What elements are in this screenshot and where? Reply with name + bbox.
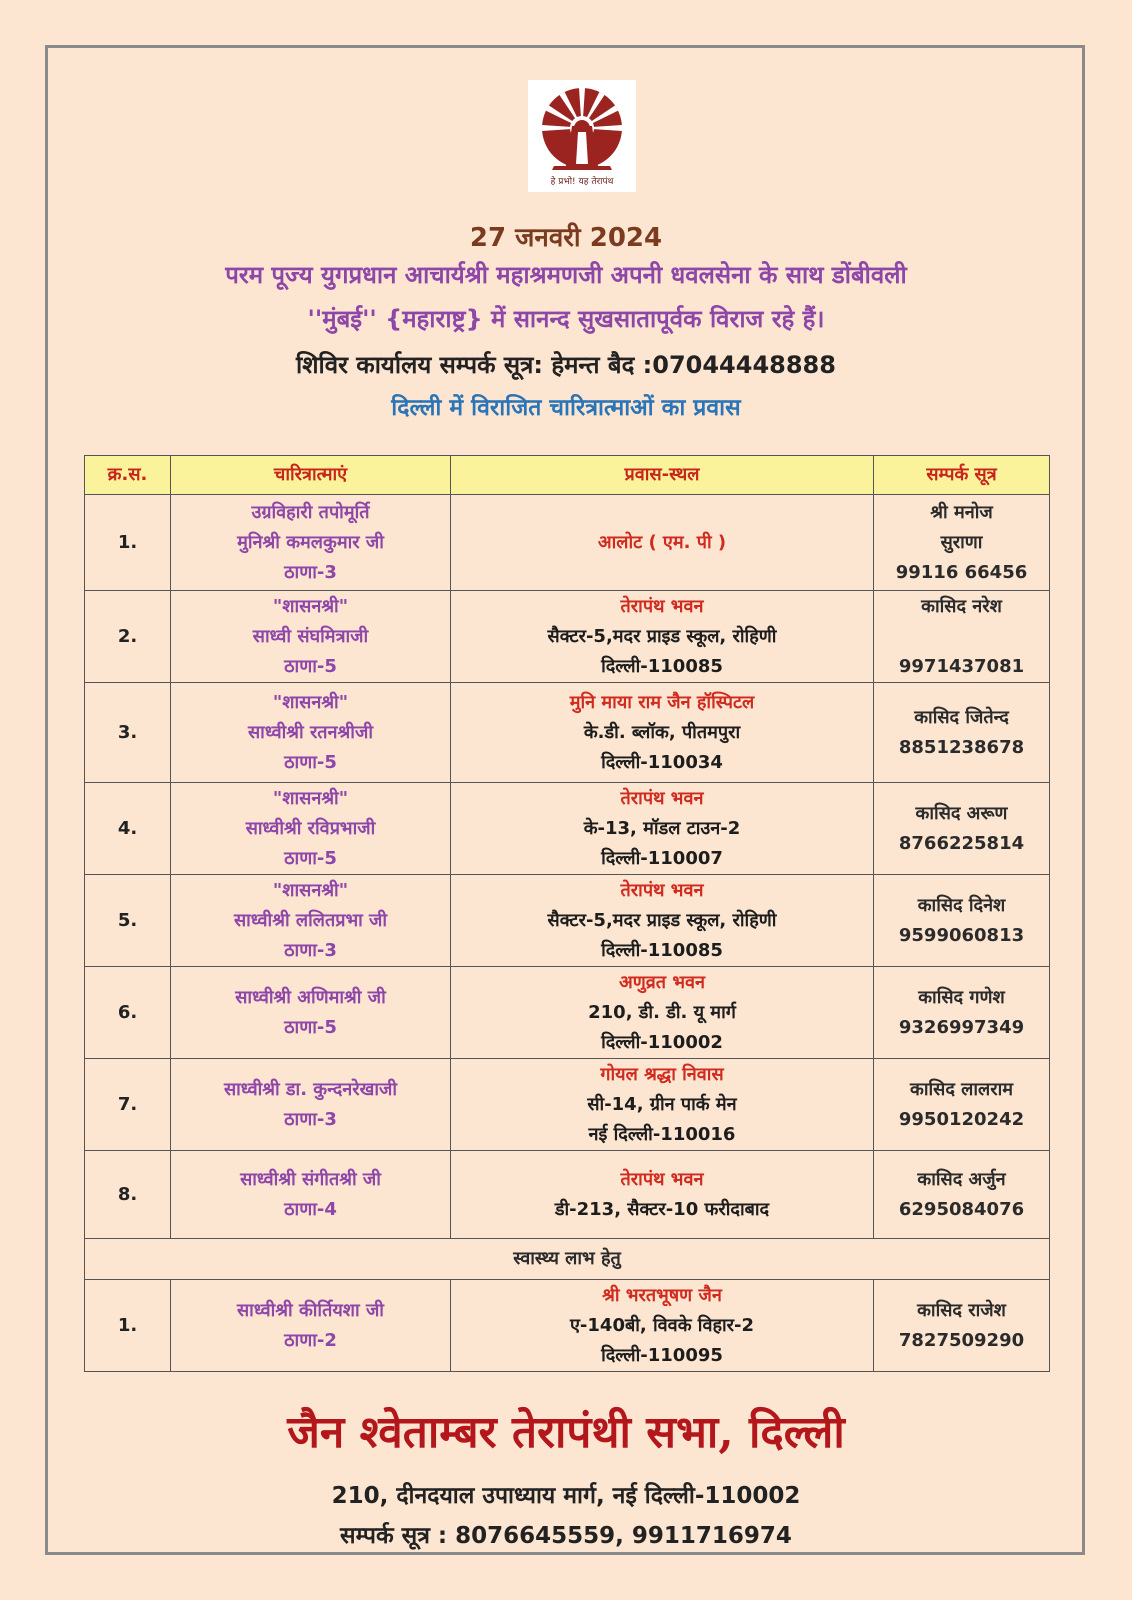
header-serial: क्र.स.	[85, 456, 171, 495]
contact-cell	[874, 495, 1050, 591]
section-label: स्वास्थ्य लाभ हेतु	[85, 1239, 1050, 1280]
organization-phones: सम्पर्क सूत्र : 8076645559, 9911716974	[340, 1523, 792, 1549]
location-cell	[451, 495, 874, 591]
saint-line: "शासनश्री"	[272, 595, 349, 617]
serial-cell: 6.	[85, 967, 171, 1059]
location-cell	[451, 783, 874, 875]
saints-cell	[171, 967, 451, 1059]
location-line: ए-140बी, विवके विहार-2	[569, 1314, 755, 1336]
location-line: डी-213, सैक्टर-10 फरीदाबाद	[554, 1198, 770, 1220]
date-heading: 27 जनवरी 2024	[469, 223, 663, 253]
saint-line: ठाणा-5	[284, 1016, 337, 1038]
contact-line: 9950120242	[898, 1108, 1025, 1130]
contact-line: कासिद अर्जुन	[917, 1168, 1006, 1190]
table-row	[85, 1280, 1050, 1372]
contact-line: कासिद गणेश	[918, 986, 1005, 1008]
table-row	[85, 875, 1050, 967]
saint-line: साध्वीश्री अणिमाश्री जी	[235, 986, 386, 1008]
serial-cell: 5.	[85, 875, 171, 967]
table-row	[85, 1059, 1050, 1151]
contact-line: 8851238678	[898, 736, 1025, 758]
saints-cell	[171, 1059, 451, 1151]
table-row	[85, 967, 1050, 1059]
location-cell	[451, 967, 874, 1059]
location-title: गोयल श्रद्धा निवास	[600, 1063, 724, 1085]
contact-line: कासिद दिनेश	[917, 894, 1006, 916]
saint-line: ठाणा-3	[284, 939, 337, 961]
saint-line: मुनिश्री कमलकुमार जी	[237, 531, 384, 553]
location-line: के.डी. ब्लॉक, पीतमपुरा	[583, 721, 741, 743]
saints-cell	[171, 1280, 451, 1372]
contact-cell	[874, 967, 1050, 1059]
saint-line: साध्वीश्री ललितप्रभा जी	[233, 909, 388, 931]
contact-line: 8766225814	[898, 832, 1025, 854]
location-title: अणुव्रत भवन	[619, 971, 705, 993]
location-line: दिल्ली-110085	[601, 655, 723, 677]
location-cell	[451, 875, 874, 967]
saints-cell	[171, 1151, 451, 1239]
contact-cell	[874, 683, 1050, 783]
contact-cell	[874, 875, 1050, 967]
camp-office-contact: शिविर कार्यालय सम्पर्क सूत्र: हेमन्त बैद :07044448888	[296, 351, 836, 379]
saints-cell	[171, 783, 451, 875]
saint-line: साध्वीश्री डा. कुन्दनरेखाजी	[223, 1078, 398, 1100]
contact-line: 9599060813	[898, 924, 1025, 946]
saint-line: ठाणा-3	[284, 1108, 337, 1130]
saint-line: "शासनश्री"	[272, 787, 349, 809]
location-line: दिल्ली-110095	[601, 1344, 723, 1366]
location-line: के-13, मॉडल टाउन-2	[583, 817, 741, 839]
saint-line: साध्वीश्री संगीतश्री जी	[240, 1168, 381, 1190]
table-row	[85, 495, 1050, 591]
table-row	[85, 783, 1050, 875]
table-row	[85, 591, 1050, 683]
location-title: तेरापंथ भवन	[620, 595, 704, 617]
location-line: नई दिल्ली-110016	[588, 1123, 736, 1145]
location-line: दिल्ली-110002	[601, 1031, 723, 1053]
contact-cell	[874, 591, 1050, 683]
contact-cell	[874, 1280, 1050, 1372]
serial-cell: 8.	[85, 1151, 171, 1239]
location-line: सी-14, ग्रीन पार्क मेन	[587, 1093, 737, 1115]
contact-line	[874, 622, 1049, 652]
section-row	[85, 1239, 1050, 1280]
saint-line: साध्वीश्री रविप्रभाजी	[245, 817, 376, 839]
contact-line: 6295084076	[898, 1198, 1025, 1220]
location-title: तेरापंथ भवन	[620, 1168, 704, 1190]
saint-line: ठाणा-4	[284, 1198, 337, 1220]
location-line: 210, डी. डी. यू मार्ग	[588, 1001, 736, 1023]
location-title: मुनि माया राम जैन हॉस्पिटल	[569, 691, 755, 713]
location-line: सैक्टर-5,मदर प्राइड स्कूल, रोहिणी	[547, 909, 777, 931]
location-line: सैक्टर-5,मदर प्राइड स्कूल, रोहिणी	[547, 625, 777, 647]
contact-line: सुराणा	[940, 531, 983, 553]
table-header-row	[85, 456, 1050, 495]
location-cell	[451, 1280, 874, 1372]
saints-cell	[171, 495, 451, 591]
serial-cell: 4.	[85, 783, 171, 875]
contact-line: कासिद लालराम	[910, 1078, 1013, 1100]
table-row	[85, 1151, 1050, 1239]
saints-cell	[171, 683, 451, 783]
serial-cell: 2.	[85, 591, 171, 683]
table-body	[85, 495, 1050, 1372]
location-line: दिल्ली-110085	[601, 939, 723, 961]
contact-line: कासिद अरूण	[915, 802, 1008, 824]
serial-cell: 3.	[85, 683, 171, 783]
organization-name: जैन श्वेताम्बर तेरापंथी सभा, दिल्ली	[287, 1407, 845, 1458]
contact-cell	[874, 1059, 1050, 1151]
location-cell	[451, 591, 874, 683]
location-cell	[451, 1059, 874, 1151]
saint-line: साध्वीश्री रतनश्रीजी	[248, 721, 373, 743]
contact-line: 9971437081	[898, 655, 1025, 677]
serial-cell: 1.	[85, 1280, 171, 1372]
location-cell	[451, 683, 874, 783]
saint-line: "शासनश्री"	[272, 879, 349, 901]
header-saints: चारित्रात्माएं	[171, 456, 451, 495]
saint-line: साध्वी संघमित्राजी	[252, 625, 369, 647]
contact-cell	[874, 1151, 1050, 1239]
saint-line: ठाणा-5	[284, 847, 337, 869]
location-title: आलोट ( एम. पी )	[597, 531, 727, 553]
location-cell	[451, 1151, 874, 1239]
saint-line: "शासनश्री"	[272, 691, 349, 713]
table-row	[85, 683, 1050, 783]
stay-schedule-table	[84, 455, 1050, 1372]
contact-line: 9326997349	[898, 1016, 1025, 1038]
organization-address: 210, दीनदयाल उपाध्याय मार्ग, नई दिल्ली-110002	[331, 1483, 801, 1509]
svg-text:हे प्रभो! यह तेरापंथ: हे प्रभो! यह तेरापंथ	[550, 177, 614, 187]
location-line: दिल्ली-110034	[601, 751, 723, 773]
serial-cell: 7.	[85, 1059, 171, 1151]
saint-line: ठाणा-3	[284, 561, 337, 583]
table-subtitle: दिल्ली में विराजित चारित्रात्माओं का प्रवास	[391, 395, 741, 421]
saint-line: साध्वीश्री कीर्तियशा जी	[237, 1299, 384, 1321]
contact-line: 99116 66456	[895, 561, 1028, 583]
saints-cell	[171, 591, 451, 683]
saint-line: ठाणा-2	[284, 1329, 337, 1351]
announcement-line-1: परम पूज्य युगप्रधान आचार्यश्री महाश्रमणजी अपनी धवलसेना के साथ डोंबीवली	[225, 261, 907, 289]
announcement-line-2: ''मुंबई'' {महाराष्ट्र} में सानन्द सुखसातापूर्वक विराज रहे हैं।	[307, 305, 825, 333]
location-line: दिल्ली-110007	[601, 847, 723, 869]
contact-line: 7827509290	[898, 1329, 1025, 1351]
saint-line: ठाणा-5	[284, 751, 337, 773]
location-title: तेरापंथ भवन	[620, 879, 704, 901]
contact-cell	[874, 783, 1050, 875]
location-title: तेरापंथ भवन	[620, 787, 704, 809]
saint-line: ठाणा-5	[284, 655, 337, 677]
terapanth-emblem-icon	[528, 80, 636, 192]
terapanth-logo	[528, 80, 636, 192]
contact-line: कासिद जितेन्द	[914, 706, 1009, 728]
serial-cell: 1.	[85, 495, 171, 591]
contact-line: श्री मनोज	[930, 501, 993, 523]
header-location: प्रवास-स्थल	[451, 456, 874, 495]
contact-line: कासिद राजेश	[917, 1299, 1006, 1321]
contact-line: कासिद नरेश	[921, 595, 1002, 617]
saints-cell	[171, 875, 451, 967]
location-title: श्री भरतभूषण जैन	[602, 1284, 722, 1306]
header-contact: सम्पर्क सूत्र	[874, 456, 1050, 495]
saint-line: उग्रविहारी तपोमूर्ति	[251, 501, 370, 523]
